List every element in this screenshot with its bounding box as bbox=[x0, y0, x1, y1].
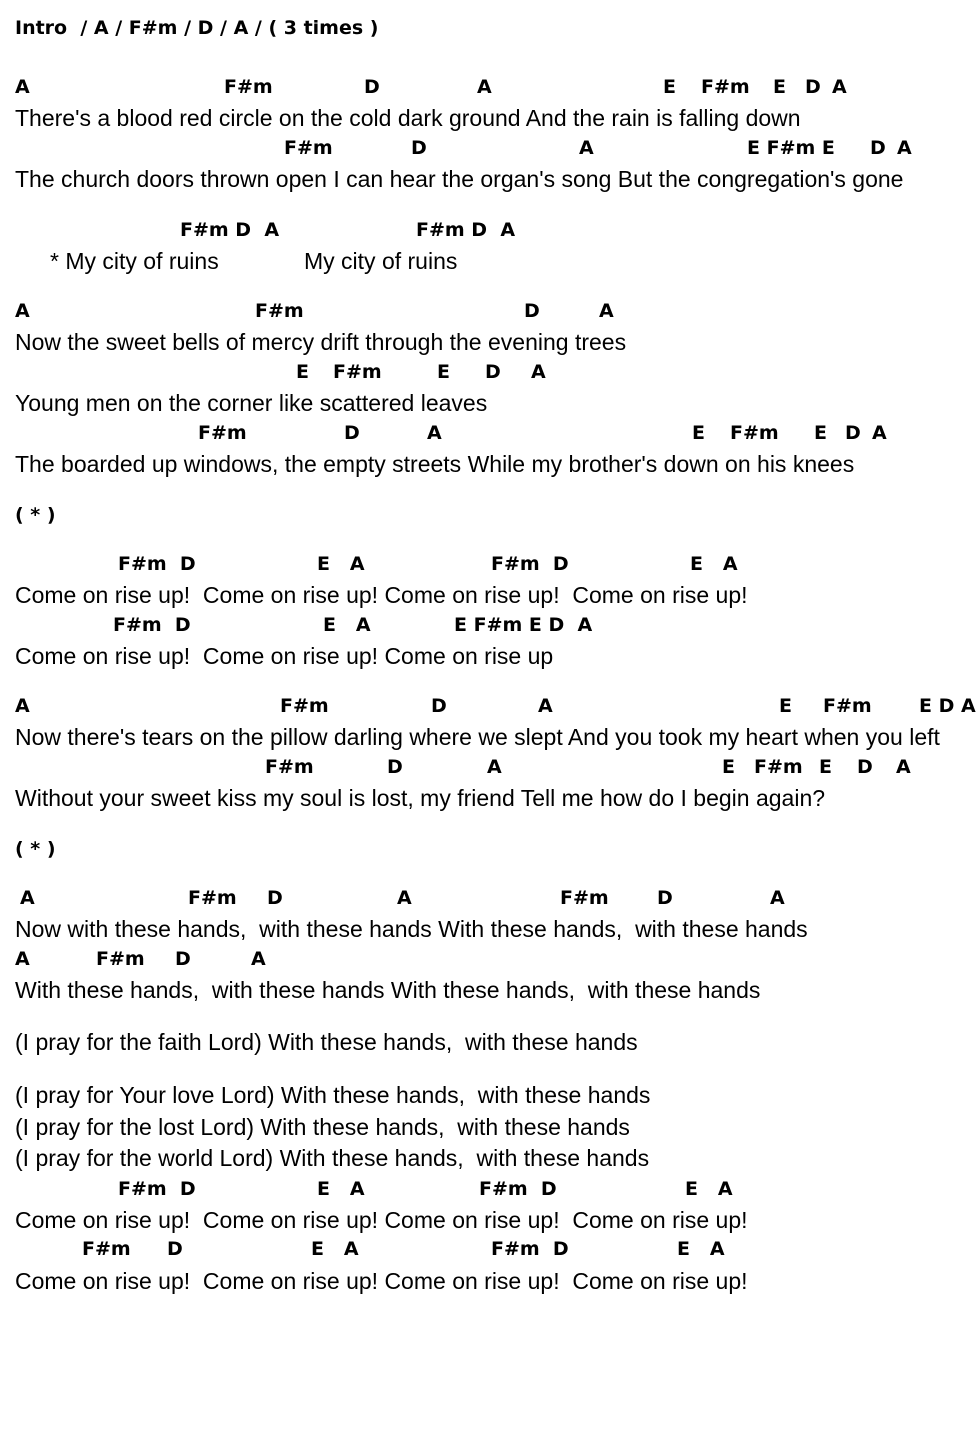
chord-label: E F#m E D A bbox=[454, 614, 593, 636]
chord-label: E bbox=[722, 756, 735, 778]
chord-label: E A bbox=[690, 553, 738, 575]
chord-label: F#m bbox=[284, 137, 333, 159]
chord-label: F#m bbox=[198, 422, 247, 444]
lyric-text: (I pray for the lost Lord) With these hands, with these hands bbox=[15, 1114, 630, 1140]
chord-label: A bbox=[599, 300, 614, 322]
chord-label: A bbox=[531, 361, 546, 383]
chord-label: A bbox=[15, 948, 30, 970]
chord-label: F#m bbox=[280, 695, 329, 717]
lyric-text: Young men on the corner like scattered leaves bbox=[15, 390, 488, 416]
chord-label: F#m D A bbox=[180, 219, 280, 241]
lyric-text: (I pray for the faith Lord) With these hands, with these hands bbox=[15, 1029, 638, 1055]
lyric-text: (I pray for Your love Lord) With these hands, with these hands bbox=[15, 1082, 651, 1108]
chord-label: E D A bbox=[919, 695, 976, 717]
lyric-text: The boarded up windows, the empty streets While my brother's down on his knees bbox=[15, 451, 855, 477]
chord-label: E bbox=[296, 361, 309, 383]
chord-label: F#m D bbox=[113, 614, 191, 636]
chord-label: F#m bbox=[224, 76, 273, 98]
chord-label: ( * ) bbox=[15, 838, 56, 860]
chord-label: E bbox=[773, 76, 786, 98]
chord-label: A bbox=[397, 887, 412, 909]
chord-label: A bbox=[896, 756, 911, 778]
chord-label: F#m D A bbox=[416, 219, 516, 241]
chord-label: E A bbox=[685, 1178, 733, 1200]
chord-label: D bbox=[267, 887, 283, 909]
chord-label: A bbox=[15, 300, 30, 322]
chord-label: F#m D bbox=[479, 1178, 557, 1200]
chord-label: E F#m E bbox=[747, 137, 835, 159]
chord-label: D bbox=[857, 756, 873, 778]
chord-label: A bbox=[15, 76, 30, 98]
chord-label: D bbox=[845, 422, 861, 444]
chord-label: F#m bbox=[96, 948, 145, 970]
chord-label: D bbox=[387, 756, 403, 778]
chord-label: F#m bbox=[188, 887, 237, 909]
lyric-text: Without your sweet kiss my soul is lost, my friend Tell me how do I begin again? bbox=[15, 785, 826, 811]
lyric-text: My city of ruins bbox=[304, 248, 458, 274]
chord-label: E bbox=[814, 422, 827, 444]
chord-label: D bbox=[524, 300, 540, 322]
lyric-text: Now there's tears on the pillow darling where we slept And you took my heart when you left bbox=[15, 724, 940, 750]
chord-label: F#m bbox=[82, 1238, 131, 1260]
chord-label: D bbox=[364, 76, 380, 98]
chord-label: E bbox=[437, 361, 450, 383]
lyric-text: With these hands, with these hands With these hands, with these hands bbox=[15, 977, 761, 1003]
chord-label: F#m bbox=[333, 361, 382, 383]
chord-label: A bbox=[872, 422, 887, 444]
chord-label: D bbox=[805, 76, 821, 98]
chord-label: D bbox=[431, 695, 447, 717]
chord-label: F#m D bbox=[118, 1178, 196, 1200]
lyric-text: Come on rise up! Come on rise up! Come on rise up! Come on rise up! bbox=[15, 1207, 748, 1233]
chord-label: A bbox=[251, 948, 266, 970]
chord-label: A bbox=[20, 887, 35, 909]
lyric-text: The church doors thrown open I can hear the organ's song But the congregation's gone bbox=[15, 166, 904, 192]
chord-label: A bbox=[487, 756, 502, 778]
chord-label: F#m bbox=[754, 756, 803, 778]
chord-label: A bbox=[579, 137, 594, 159]
lyric-text: * My city of ruins bbox=[50, 248, 219, 274]
chord-label: F#m bbox=[730, 422, 779, 444]
chord-label: D bbox=[344, 422, 360, 444]
chord-label: E A bbox=[323, 614, 371, 636]
chord-label: D bbox=[485, 361, 501, 383]
chord-label: F#m bbox=[255, 300, 304, 322]
chord-label: F#m bbox=[560, 887, 609, 909]
chord-label: D bbox=[175, 948, 191, 970]
chord-label: E bbox=[819, 756, 832, 778]
lyric-text: Come on rise up! Come on rise up! Come on rise up! Come on rise up! bbox=[15, 1268, 748, 1294]
chord-label: Intro / A / F#m / D / A / ( 3 times ) bbox=[15, 17, 379, 39]
chord-label: D bbox=[870, 137, 886, 159]
chord-label: A bbox=[770, 887, 785, 909]
chord-label: E A bbox=[317, 1178, 365, 1200]
lyric-text: Come on rise up! Come on rise up! Come on rise up bbox=[15, 643, 554, 669]
chord-label: D bbox=[411, 137, 427, 159]
chord-label: D bbox=[657, 887, 673, 909]
chord-label: A bbox=[15, 695, 30, 717]
chord-label: F#m D bbox=[491, 1238, 569, 1260]
lyric-text: Come on rise up! Come on rise up! Come on rise up! Come on rise up! bbox=[15, 582, 748, 608]
chord-label: E A bbox=[317, 553, 365, 575]
chord-label: E bbox=[663, 76, 676, 98]
chord-label: F#m bbox=[265, 756, 314, 778]
chord-label: F#m bbox=[823, 695, 872, 717]
chord-label: F#m D bbox=[118, 553, 196, 575]
chord-label: A bbox=[897, 137, 912, 159]
chord-label: F#m D bbox=[491, 553, 569, 575]
chord-label: E bbox=[779, 695, 792, 717]
chord-label: F#m bbox=[701, 76, 750, 98]
chord-label: A bbox=[427, 422, 442, 444]
chord-label: A bbox=[477, 76, 492, 98]
lyric-text: There's a blood red circle on the cold dark ground And the rain is falling down bbox=[15, 105, 801, 131]
chord-label: E bbox=[692, 422, 705, 444]
chord-label: D bbox=[167, 1238, 183, 1260]
lyric-text: (I pray for the world Lord) With these hands, with these hands bbox=[15, 1145, 650, 1171]
lyric-text: Now with these hands, with these hands With these hands, with these hands bbox=[15, 916, 808, 942]
chord-label: E A bbox=[677, 1238, 725, 1260]
chord-label: ( * ) bbox=[15, 504, 56, 526]
chord-label: A bbox=[832, 76, 847, 98]
lyric-text: Now the sweet bells of mercy drift through the evening trees bbox=[15, 329, 627, 355]
chord-label: A bbox=[538, 695, 553, 717]
chord-label: E A bbox=[311, 1238, 359, 1260]
